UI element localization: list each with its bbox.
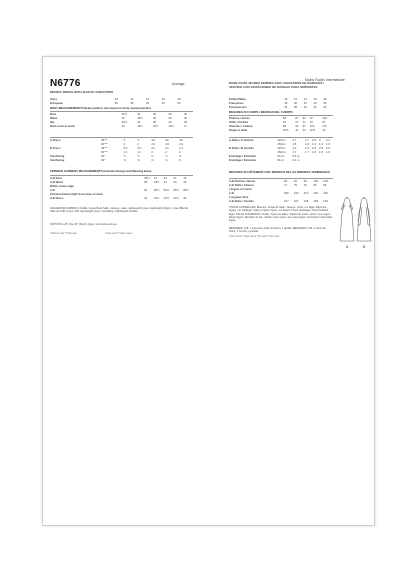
table-cell: 90 — [284, 179, 294, 184]
table-cell: 31 — [163, 179, 167, 184]
table-cell: ⅜ — [123, 157, 126, 162]
row-label: Tailles/Tallas — [229, 96, 246, 101]
table-cell: 2.5 — [312, 145, 316, 150]
table-cell: 32½ — [122, 112, 138, 117]
sizes-table — [50, 97, 193, 105]
table-cell: 1⅞ — [123, 149, 128, 154]
table-cell: 17 — [184, 123, 188, 128]
table-cell: 1.9 — [325, 141, 330, 146]
table-cell: 40 — [168, 119, 172, 124]
table-cell: 42.5 — [309, 127, 316, 132]
table-cell: 92 — [303, 116, 310, 121]
table-cell: 2¾ — [165, 145, 170, 150]
table-cell: 225 — [323, 190, 328, 195]
row-label: A,B — [229, 190, 234, 195]
table-cell: 2⅝ — [137, 145, 142, 150]
table-cell: 3⅛ — [151, 138, 165, 143]
table-cell: 81 — [144, 187, 148, 192]
table-cell: 1.8 — [292, 141, 297, 146]
table-cell: 40.5 — [282, 127, 289, 132]
body-measurement-row — [229, 128, 333, 132]
table-cell: 0.5 m — [292, 153, 300, 158]
table-cell: 38 — [130, 100, 134, 105]
table-cell: 109 — [323, 179, 333, 184]
pattern-number: N6776 — [50, 78, 81, 89]
row-label: Entoilage / Entretela — [229, 153, 256, 158]
table-cell: 38 — [152, 119, 156, 124]
dress-technical-drawing — [339, 195, 373, 251]
table-cell: 1.7 — [292, 149, 297, 154]
table-cell: 12 — [130, 96, 134, 101]
footnote: *without nap **with nap — [50, 232, 77, 235]
table-cell: 34½ — [121, 119, 128, 124]
finished-measurement-row — [50, 196, 193, 200]
table-cell: 40 — [303, 104, 307, 109]
table-cell: 41 — [173, 176, 183, 181]
table-cell: 28 — [144, 179, 148, 184]
table-cell: 42 — [184, 119, 188, 124]
row-label: B Robe / B Vestido — [229, 145, 254, 150]
table-cell: 40 — [184, 112, 193, 117]
table-cell: 107 — [322, 123, 327, 128]
row-label: B Dress — [50, 145, 61, 150]
table-cell: 14 — [145, 96, 150, 101]
table-cell: 51cm — [277, 153, 285, 158]
table-cell: 109 — [323, 198, 328, 203]
body-measurements-title: BODY MEASUREMENTS (Select pattern size based on body measurements) — [50, 106, 151, 110]
table-cell: 2 — [123, 141, 126, 146]
row-label: Françaises — [229, 100, 244, 105]
view-a-label: A — [346, 245, 349, 249]
table-cell: 86½ — [173, 187, 179, 192]
table-cell: 2 — [137, 141, 139, 146]
table-cell: 44 — [323, 104, 327, 109]
table-cell: 10 — [114, 96, 118, 101]
table-cell: 2.7 — [292, 138, 305, 143]
row-label: A,B — [50, 187, 55, 192]
table-cell: 1.7 — [305, 149, 309, 154]
table-cell: 34 — [137, 112, 153, 117]
table-cell: 71 — [284, 182, 288, 187]
table-cell: 36 — [137, 119, 141, 124]
table-cell: 12 — [293, 96, 298, 101]
table-cell: 40 — [145, 100, 150, 105]
table-cell: 3 — [137, 138, 151, 143]
table-cell: 102 — [322, 116, 333, 121]
pattern-subtitle-translated: ROBE POUR JEUNES FEMMES AVEC VARIATIONS DE MANCHES / VESTIDO CON VARIACIONES DE MANGAS PARA SEÑORITAS — [229, 81, 325, 89]
table-cell: 2.4 — [305, 145, 309, 150]
table-cell: 38 — [168, 112, 184, 117]
body-measurement-row — [50, 124, 193, 128]
notions-translated: MERCERIE: A,B: 1 fermeture éclair de 51cm, 1 agrafe. MERCERÍA: A,B: 1 cierre de 51cm, 1 broche y presilla. — [229, 227, 326, 234]
table-cell: 64 — [282, 119, 287, 124]
row-label: Nuque à taille — [229, 127, 248, 132]
row-label: Back neck to waist — [50, 123, 76, 128]
table-cell: 2⅛ — [151, 141, 156, 146]
table-cell: 43 — [183, 195, 187, 200]
table-cell: 2 — [179, 149, 181, 154]
table-cell: 16½ — [152, 123, 159, 128]
row-label: Sizes — [50, 96, 58, 101]
table-cell: 2.7 — [305, 138, 312, 143]
table-cell: 67 — [295, 119, 299, 124]
table-cell: 104 — [313, 179, 323, 184]
table-cell: 94 — [294, 179, 304, 184]
table-cell: 109 — [313, 198, 319, 203]
row-label: Longueur finie — [229, 194, 249, 199]
table-cell: 1.8 — [305, 141, 309, 146]
table-cell: 30 — [168, 115, 172, 120]
table-cell — [319, 158, 326, 162]
table-cell: 115cm — [277, 145, 286, 150]
table-cell: 16¾ — [168, 123, 174, 128]
yardage-table — [50, 137, 193, 162]
table-cell: 32 — [184, 115, 188, 120]
table-cell: 16 — [161, 96, 165, 101]
row-label: Interfacing — [50, 157, 65, 162]
table-cell: 36 — [153, 112, 169, 117]
table-cell: 3⅜ — [179, 138, 193, 143]
table-cell: 28 — [152, 115, 156, 120]
suggested-fabrics: SUGGESTED FABRICS: Challis, Crepe Back Satin, Jerseys, Lawn, Lightweight Linen, Lightweight Rayon, Linen Blends, Silks and Silk Types, Soft Lightweight Linen. Interfacing: Lightweight Fusible. — [50, 207, 189, 214]
row-label: Interfacing — [50, 153, 65, 158]
row-label: A Robe / A Vestido — [229, 138, 277, 143]
row-label: Hanches / Cadera — [229, 123, 253, 128]
table-cell: 38 — [284, 100, 288, 105]
footnote-translated: *sans sens **avec sens — [105, 232, 133, 235]
row-label: Hip — [50, 119, 55, 124]
row-label: Waist — [50, 115, 58, 120]
table-cell: 2⅛ — [179, 141, 183, 146]
finished-measurements-table — [50, 175, 193, 200]
table-cell: 87 — [295, 116, 302, 121]
body-measurements-table — [50, 111, 193, 128]
table-cell: 115cm — [277, 138, 292, 143]
table-cell: 1.8 — [318, 149, 323, 154]
table-cell: 99 — [304, 179, 314, 184]
table-cell — [326, 158, 333, 162]
table-cell: 41 — [295, 127, 299, 132]
table-cell: 60"** — [101, 141, 108, 146]
table-cell: 107 — [284, 198, 289, 203]
pattern-envelope-back — [42, 56, 375, 526]
row-label: A,B Bust — [50, 176, 144, 181]
table-cell: 71 — [302, 119, 306, 124]
table-cell: 42¼ — [153, 195, 160, 200]
yardage-table-translated — [229, 137, 333, 162]
table-cell: 2⅝ — [123, 145, 128, 150]
footnote-right: *sans sens **avec sens *sin pelo **con pelo — [229, 235, 280, 238]
row-label: Largeur à l'ourlet — [229, 186, 252, 191]
table-cell: 42 — [144, 195, 148, 200]
table-cell: 215 — [303, 190, 309, 195]
table-cell: 2.5 — [318, 145, 323, 150]
table-cell: 1.9 — [312, 141, 316, 146]
sizes-table-translated — [229, 97, 333, 109]
table-cell: 210 — [293, 190, 299, 195]
table-cell: 16 — [313, 96, 317, 101]
table-cell: 1.8 — [312, 149, 316, 154]
table-cell: 42 — [303, 100, 307, 105]
table-cell: 42 — [161, 100, 165, 105]
row-label: A,B Robe / Vestido — [229, 198, 254, 203]
table-cell: 35½ — [144, 176, 154, 181]
row-label: Finished back length from base of neck — [50, 191, 103, 196]
table-cell: 37 — [154, 176, 164, 181]
table-cell: 89 — [323, 182, 327, 187]
table-cell: 29½ — [153, 179, 160, 184]
table-cell: 44 — [313, 100, 317, 105]
table-cell: 88 — [282, 123, 287, 128]
view-b-label: B — [363, 245, 366, 249]
table-cell: ½ — [165, 153, 168, 158]
table-cell: 81 — [322, 119, 326, 124]
finished-measurements-table-translated — [229, 178, 333, 203]
row-label: Européennes — [229, 104, 247, 109]
table-cell: ½ — [151, 153, 154, 158]
table-cell: 42 — [302, 127, 306, 132]
table-cell: 88½ — [183, 187, 189, 192]
table-cell: 83 — [283, 116, 296, 121]
table-cell: 40 — [293, 100, 298, 105]
row-label: A,B Taille / Cintura — [229, 182, 254, 187]
size-row — [50, 101, 193, 105]
table-cell: 36 — [114, 100, 118, 105]
table-cell: 2 — [165, 149, 167, 154]
row-label: Entoilage / Entretela — [229, 157, 256, 162]
table-cell: 35 — [183, 179, 187, 184]
table-cell: 3¼ — [165, 138, 179, 143]
table-cell: 97 — [302, 123, 306, 128]
table-cell: 36 — [284, 104, 288, 109]
table-cell: 33 — [173, 179, 177, 184]
table-cell: 45"** — [101, 138, 123, 143]
body-measurements-title-translated: MESURES DU CORPS / MEDIDAS DEL CUERPO — [229, 110, 293, 114]
table-cell: 79 — [303, 182, 307, 187]
table-cell: 3 — [124, 138, 138, 143]
table-cell: 84 — [313, 182, 317, 187]
table-cell: 84½ — [163, 187, 170, 192]
table-cell: 43 — [183, 176, 193, 181]
table-cell: 42½ — [163, 195, 170, 200]
table-cell: 26½ — [137, 115, 143, 120]
row-label: Poitrine / Busto — [229, 116, 283, 121]
table-cell: 45"** — [101, 145, 108, 150]
table-cell: 1.8 — [325, 149, 330, 154]
table-cell: 220 — [313, 190, 319, 195]
table-cell: 97 — [310, 116, 323, 121]
table-cell: 39 — [164, 176, 174, 181]
table-cell: 42¾ — [173, 195, 179, 200]
notions: NOTIONS: A,B: One 20" (51cm) zipper, one hook and eye. — [50, 223, 118, 226]
table-cell: 2.6 — [325, 145, 330, 150]
table-cell: 2.4 — [292, 145, 297, 150]
body-measurements-table-translated — [229, 115, 333, 132]
table-cell: ⅜ — [137, 157, 140, 162]
table-cell: 82½ — [153, 187, 160, 192]
table-cell: 107 — [293, 198, 299, 203]
table-cell: ⅜ — [151, 157, 154, 162]
table-cell: 1.9 — [318, 141, 323, 146]
table-cell: 14 — [303, 96, 307, 101]
row-label: Bust — [50, 112, 122, 117]
table-cell: 108 — [303, 198, 309, 203]
yardage-row — [229, 158, 333, 162]
table-cell: ½ — [137, 153, 140, 158]
finished-measurements-title: FINISHED GARMENT MEASUREMENTS (Includes Design and Wearing Ease) — [50, 169, 152, 173]
table-cell: 16 — [121, 123, 125, 128]
table-cell: 18 — [177, 96, 181, 101]
row-label: Taille / Cintura — [229, 119, 249, 124]
table-cell: 206 — [284, 190, 289, 195]
table-cell: 102 — [309, 123, 315, 128]
table-cell: 2.9 — [312, 138, 319, 143]
table-cell: 20" — [101, 153, 106, 158]
table-cell: 76 — [309, 119, 313, 124]
table-cell: 150cm — [277, 149, 286, 154]
table-cell: 0.4 m — [292, 157, 300, 162]
table-cell: 3 — [319, 138, 326, 143]
table-cell: 1⅞ — [137, 149, 142, 154]
table-cell: ½ — [123, 153, 126, 158]
row-label: Width, lower edge — [50, 183, 74, 188]
finished-measurement-row — [229, 199, 333, 203]
row-label: A,B Waist — [50, 179, 63, 184]
suggested-fabrics-translated: TISSUS CONSEILLÉS: Étamine, Crêpe de Satin, Jerseys, Linon, Lin léger, Rayonne légère, Lin mélangé, Soies et Soies Types, Lin léger et doux. Entoilage: Thermocollant léger. TELAS SUGERIDAS: Chalís, Crepé de Raso, Tejidos de punto, Linón, Lino Ligero, Rayón ligero, Mezclas de lino, Sedas y tipo seda, Lino suave ligero. Entretela: Fusionable ligera. — [229, 206, 332, 223]
table-cell: 16¼ — [137, 123, 143, 128]
table-cell: 10 — [284, 96, 288, 101]
size-row — [229, 105, 333, 109]
table-cell: 3.1 — [326, 138, 333, 143]
table-cell: 75 — [293, 182, 297, 187]
table-cell: 150cm — [277, 141, 286, 146]
table-cell: 51cm — [277, 157, 285, 162]
table-cell: 46 — [323, 100, 327, 105]
row-label: A,B Poitrine / Busto — [229, 179, 284, 184]
table-cell: 20" — [101, 157, 106, 162]
pattern-subtitle: MISSES' DRESS WITH SLEEVE VARIATIONS — [50, 90, 114, 94]
table-cell — [305, 158, 312, 162]
difficulty-label-translated: Moins Facile/ Intermediate — [305, 78, 345, 82]
yardage-row — [50, 158, 193, 162]
row-label: A,B Dress — [50, 195, 64, 200]
row-label: A Dress — [50, 138, 101, 143]
table-cell: 92 — [295, 123, 299, 128]
table-cell: 42 — [313, 104, 317, 109]
table-cell: ½ — [179, 153, 182, 158]
finished-measurements-title-translated: MESURES DU VÊTEMENT FINI / MEDIDAS DE LAS PRENDAS TERMINADAS — [229, 170, 330, 174]
difficulty-label: Average — [172, 82, 185, 86]
table-cell: 38 — [293, 104, 298, 109]
table-cell: 60"** — [101, 149, 108, 154]
table-cell: 2⅞ — [179, 145, 183, 150]
table-cell: 44 — [177, 100, 181, 105]
table-cell: 2¾ — [151, 145, 156, 150]
table-cell: ⅜ — [165, 157, 168, 162]
table-cell — [312, 158, 319, 162]
table-cell: 2⅛ — [165, 141, 170, 146]
table-cell: 25 — [121, 115, 125, 120]
row-label: European — [50, 100, 63, 105]
table-cell: 18 — [323, 96, 327, 101]
table-cell: ⅜ — [179, 157, 182, 162]
table-cell: 43 — [322, 127, 326, 132]
table-cell: 2 — [151, 149, 153, 154]
